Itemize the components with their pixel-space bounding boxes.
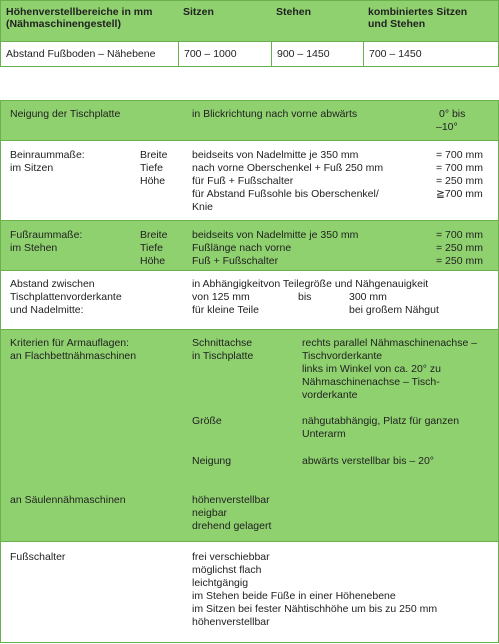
row-label: im Stehen xyxy=(10,242,58,254)
row-value: –10° xyxy=(436,121,458,133)
row-desc: vorderkante xyxy=(302,389,358,401)
row-desc: beidseits von Nadelmitte je 350 mm xyxy=(192,229,359,241)
row-desc: Knie xyxy=(192,201,214,213)
row-desc: Unterarm xyxy=(302,428,346,440)
row-value: = 700 mm xyxy=(436,149,483,161)
row-desc: höhenverstellbar xyxy=(192,616,270,628)
header-cell: Sitzen xyxy=(183,6,214,18)
table-cell: 700 – 1450 xyxy=(363,42,498,66)
row-value: = 250 mm xyxy=(436,255,483,267)
row-value: 0° bis xyxy=(439,108,466,120)
row-desc: neigbar xyxy=(192,507,228,519)
height-table-header xyxy=(1,1,498,41)
row-desc: höhenverstellbar xyxy=(192,494,270,506)
row-label: Beinraummaße: xyxy=(10,149,85,161)
row-label: Neigung der Tischplatte xyxy=(10,108,121,120)
header-cell: kombiniertes Sitzen und Stehen xyxy=(368,6,468,30)
row-desc: Fußlänge nach vorne xyxy=(192,242,292,254)
row-desc: Tischvorderkante xyxy=(302,350,383,362)
dim-label: Breite xyxy=(140,149,168,161)
row-desc: nach vorne Oberschenkel + Fuß 250 mm xyxy=(192,162,384,174)
header-cell: Höhenverstellbereiche in mm (Nähmaschinengestell) xyxy=(6,6,153,30)
row-desc: im Stehen beide Füße in einer Höhenebene xyxy=(192,590,396,602)
row-desc: links im Winkel von ca. 20° zu xyxy=(302,363,441,375)
row-desc: für kleine Teile xyxy=(192,304,259,316)
row-desc: rechts parallel Nähmaschinenachse – xyxy=(302,337,478,349)
row-desc: bei großem Nähgut xyxy=(349,304,439,316)
dim-label: Höhe xyxy=(140,255,166,267)
row-desc: für Abstand Fußsohle bis Oberschenkel/ xyxy=(192,188,379,200)
row-desc: drehend gelagert xyxy=(192,520,272,532)
row-desc: 300 mm xyxy=(349,291,387,303)
dim-label: Tiefe xyxy=(140,242,163,254)
dim-label: Tiefe xyxy=(140,162,163,174)
row-neigung xyxy=(1,101,498,141)
row-kriterien xyxy=(1,330,498,542)
row-label: an Flachbettnähmaschinen xyxy=(10,350,137,362)
height-table xyxy=(0,0,499,67)
header-cell: Stehen xyxy=(276,6,312,18)
row-desc: nähgutabhängig, Platz für ganzen xyxy=(302,415,460,427)
row-desc: für Fuß + Fußschalter xyxy=(192,175,294,187)
row-value: = 250 mm xyxy=(436,175,483,187)
row-label: und Nadelmitte: xyxy=(10,304,84,316)
row-fussschalter xyxy=(1,542,498,643)
sub-label: Neigung xyxy=(192,455,232,467)
sub-label: Größe xyxy=(192,415,222,427)
row-value: = 250 mm xyxy=(436,242,483,254)
row-label: Fußschalter xyxy=(10,551,66,563)
row-label: Kriterien für Armauflagen: xyxy=(10,337,130,349)
row-label: Fußraummaße: xyxy=(10,229,83,241)
row-abstand xyxy=(1,271,498,330)
row-desc: im Sitzen bei fester Nähtischhöhe um bis zu 250 mm xyxy=(192,603,438,615)
row-label: Abstand zwischen xyxy=(10,278,95,290)
row-desc: Nähmaschinenachse – Tisch- xyxy=(302,376,440,388)
table-cell: 900 – 1450 xyxy=(271,42,363,66)
table-cell: 700 – 1000 xyxy=(178,42,271,66)
row-fussraum xyxy=(1,221,498,271)
sub-label: in Tischplatte xyxy=(192,350,254,362)
row-label: Tischplattenvorderkante xyxy=(10,291,122,303)
row-desc: in Abhängigkeitvon Teilegröße und Nähgenauigkeit xyxy=(192,278,429,290)
row-desc: Fuß + Fußschalter xyxy=(192,255,279,267)
row-desc: abwärts verstellbar bis – 20° xyxy=(302,455,435,467)
row-desc: möglichst flach xyxy=(192,564,262,576)
row-desc: leichtgängig xyxy=(192,577,249,589)
table-row xyxy=(1,41,498,66)
row-label: an Säulennähmaschinen xyxy=(10,494,126,506)
dim-label: Breite xyxy=(140,229,168,241)
row-desc: in Blickrichtung nach vorne abwärts xyxy=(192,108,358,120)
row-value: = 700 mm xyxy=(436,162,483,174)
row-desc: beidseits von Nadelmitte je 350 mm xyxy=(192,149,359,161)
row-desc: frei verschiebbar xyxy=(192,551,270,563)
row-value: = 700 mm xyxy=(436,229,483,241)
dim-label: Höhe xyxy=(140,175,166,187)
sub-label: Schnittachse xyxy=(192,337,253,349)
row-beinraum xyxy=(1,141,498,221)
requirements-table xyxy=(0,100,499,643)
table-cell: Abstand Fußboden – Nähebene xyxy=(6,48,156,60)
row-desc: von 125 mm xyxy=(192,291,250,303)
row-value: ≧700 mm xyxy=(436,188,483,200)
row-label: im Sitzen xyxy=(10,162,54,174)
row-desc: bis xyxy=(298,291,312,303)
